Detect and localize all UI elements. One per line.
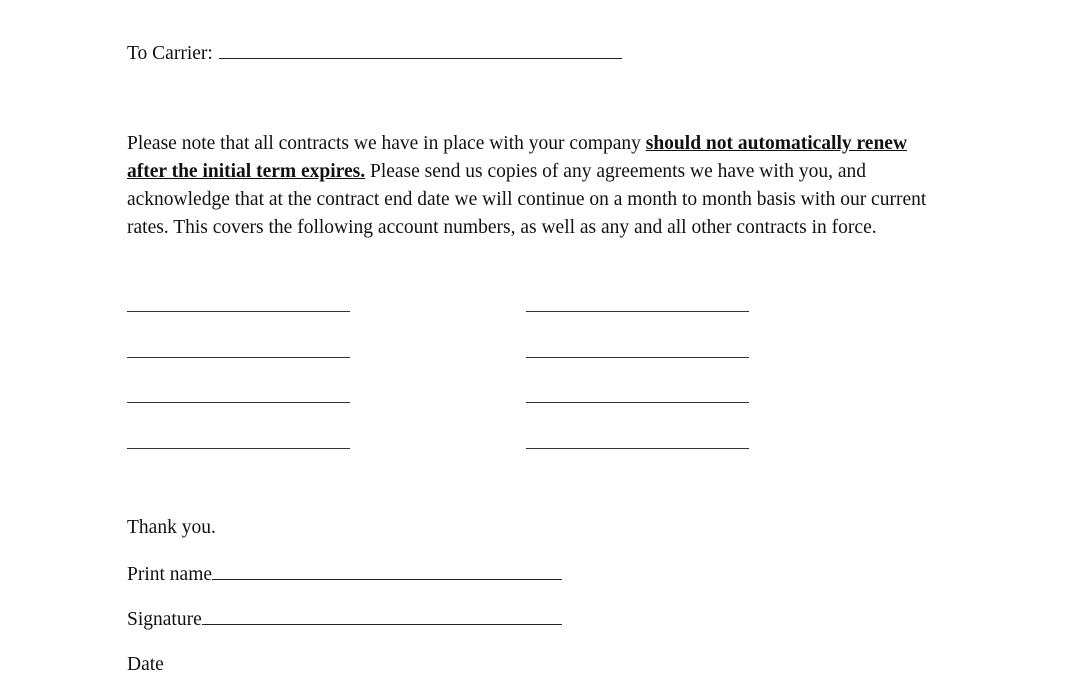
signature-row — [127, 608, 562, 631]
account-number-field[interactable] — [127, 311, 350, 312]
date-row — [127, 654, 164, 676]
paragraph-emphasis: should not automatically renew after the initial term expires. — [127, 133, 908, 182]
account-number-field[interactable] — [526, 402, 749, 403]
account-number-field[interactable] — [526, 357, 749, 358]
carrier-name-field[interactable] — [219, 40, 622, 59]
account-number-field[interactable] — [127, 357, 350, 358]
date-label: Date — [127, 654, 164, 675]
paragraph-intro: Please note that all contracts we have in place with your company — [127, 133, 646, 154]
account-number-field[interactable] — [526, 311, 749, 312]
to-carrier-row — [127, 40, 622, 65]
signature-field[interactable] — [202, 608, 562, 625]
paragraph-body: Please send us copies of any agreements we have with you, and acknowledge that at the contract end date we will continue on a month to month basis with our current rates. This covers the following account numbers, as well as any and all other contracts in force. — [127, 161, 927, 238]
print-name-row — [127, 563, 562, 586]
to-carrier-label: To Carrier: — [127, 43, 213, 64]
thanks-text: Thank you. — [127, 517, 216, 538]
account-number-field[interactable] — [127, 402, 350, 403]
print-name-field[interactable] — [212, 563, 562, 580]
account-number-field[interactable] — [127, 448, 350, 449]
print-name-label: Print name — [127, 564, 213, 585]
notice-paragraph — [127, 130, 937, 242]
account-number-field[interactable] — [526, 448, 749, 449]
signature-label: Signature — [127, 609, 202, 630]
